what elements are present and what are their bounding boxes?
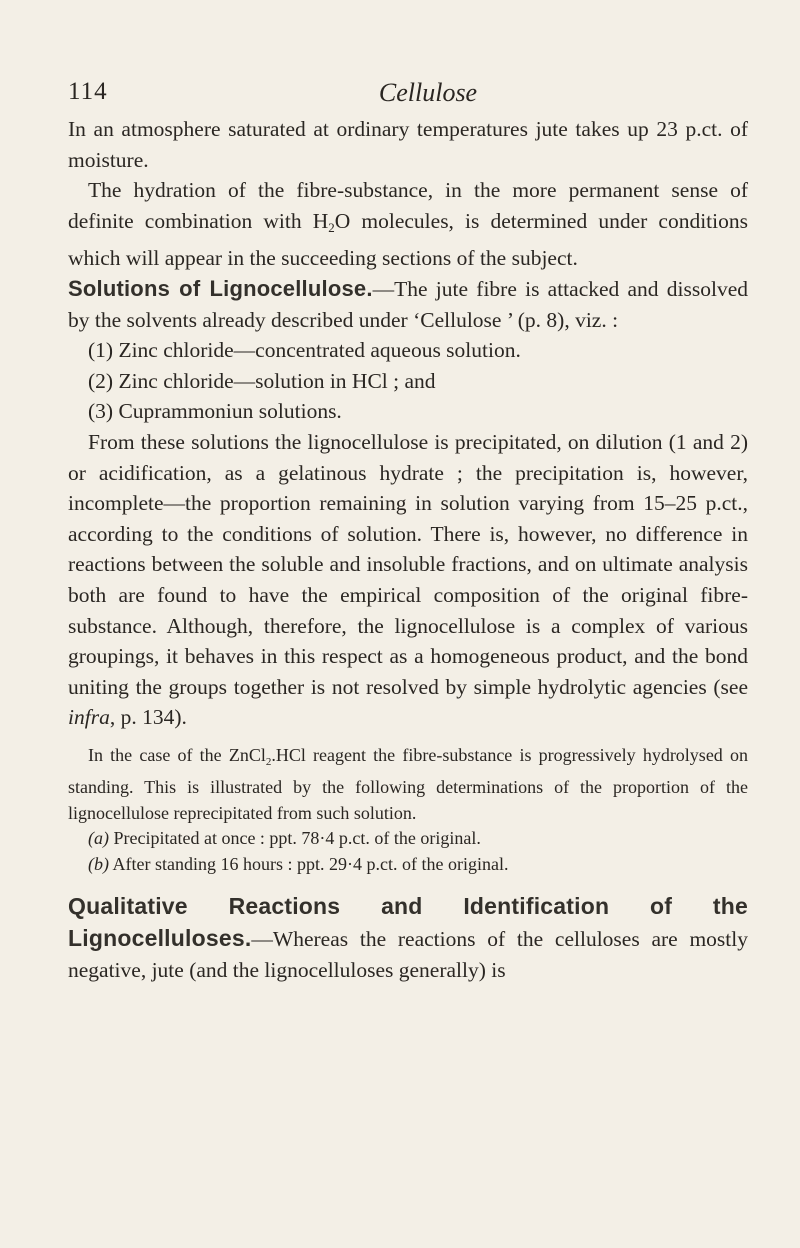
- paragraph-hydration: The hydration of the fibre-substance, in the more permanent sense of definite combination with $H_2O$ molecules, is determined under conditions which will appear in the succeeding sections of the subject.: [68, 178, 748, 271]
- list-item: (a) Precipitated at once : ppt. 78·4 p.ct. of the original.: [88, 828, 481, 849]
- running-title: Cellulose: [378, 78, 478, 107]
- page-header: [68, 70, 748, 114]
- section-solutions: Solutions of Lignocellulose.—The jute fibre is attacked and dissolved by the solvents already described under ‘Cellulose ’ (p. 8), viz. :: [68, 275, 749, 332]
- paragraph-precipitation: From these solutions the lignocellulose is precipitated, on dilution (1 and 2) or acidification, as a gelatinous hydrate ; the precipitation is, however, incomplete—the proportion remaining in solution varying from 15–25 p.ct., according to the conditions of solution. There is, however, no difference in reactions between the soluble and insoluble fractions, and on ultimate analysis both are found to have the empirical composition of the original fibre-substance. Although, therefore, the lignocellulose is a complex of various groupings, it behaves in this respect as a homogeneous product, and the bond uniting the groups together is not resolved by simple hydrolytic agencies (see infra, p. 134).: [68, 429, 748, 730]
- page-number: 114: [68, 78, 108, 105]
- list-item: (2) Zinc chloride—solution in HCl ; and: [88, 368, 436, 393]
- section-qualitative: Qualitative Reactions and Identification of the Lignocelluloses.—Whereas the reactions of the celluloses are mostly negative, jute (and the lignocelluloses generally) is: [68, 893, 748, 982]
- list-item: (b) After standing 16 hours : ppt. 29·4 p.ct. of the original.: [88, 853, 509, 874]
- list-item: (3) Cuprammoniun solutions.: [88, 399, 342, 424]
- list-item: (1) Zinc chloride—concentrated aqueous solution.: [88, 338, 521, 363]
- paragraph-small-print: In the case of the ZnCl$_2$.HCl reagent the fibre-substance is progressively hydrolysed on standing. This is illustrated by the following determinations of the proportion of the lignocellulose reprecipitated from such solution.: [68, 744, 748, 823]
- section-heading: Solutions of Lignocellulose.: [68, 275, 373, 301]
- section-heading: Qualitative Reactions and Identification of the Lignocelluloses.: [68, 893, 748, 951]
- book-page: [68, 70, 748, 985]
- paragraph-moisture: In an atmosphere saturated at ordinary temperatures jute takes up 23 p.ct. of moisture.: [68, 117, 748, 172]
